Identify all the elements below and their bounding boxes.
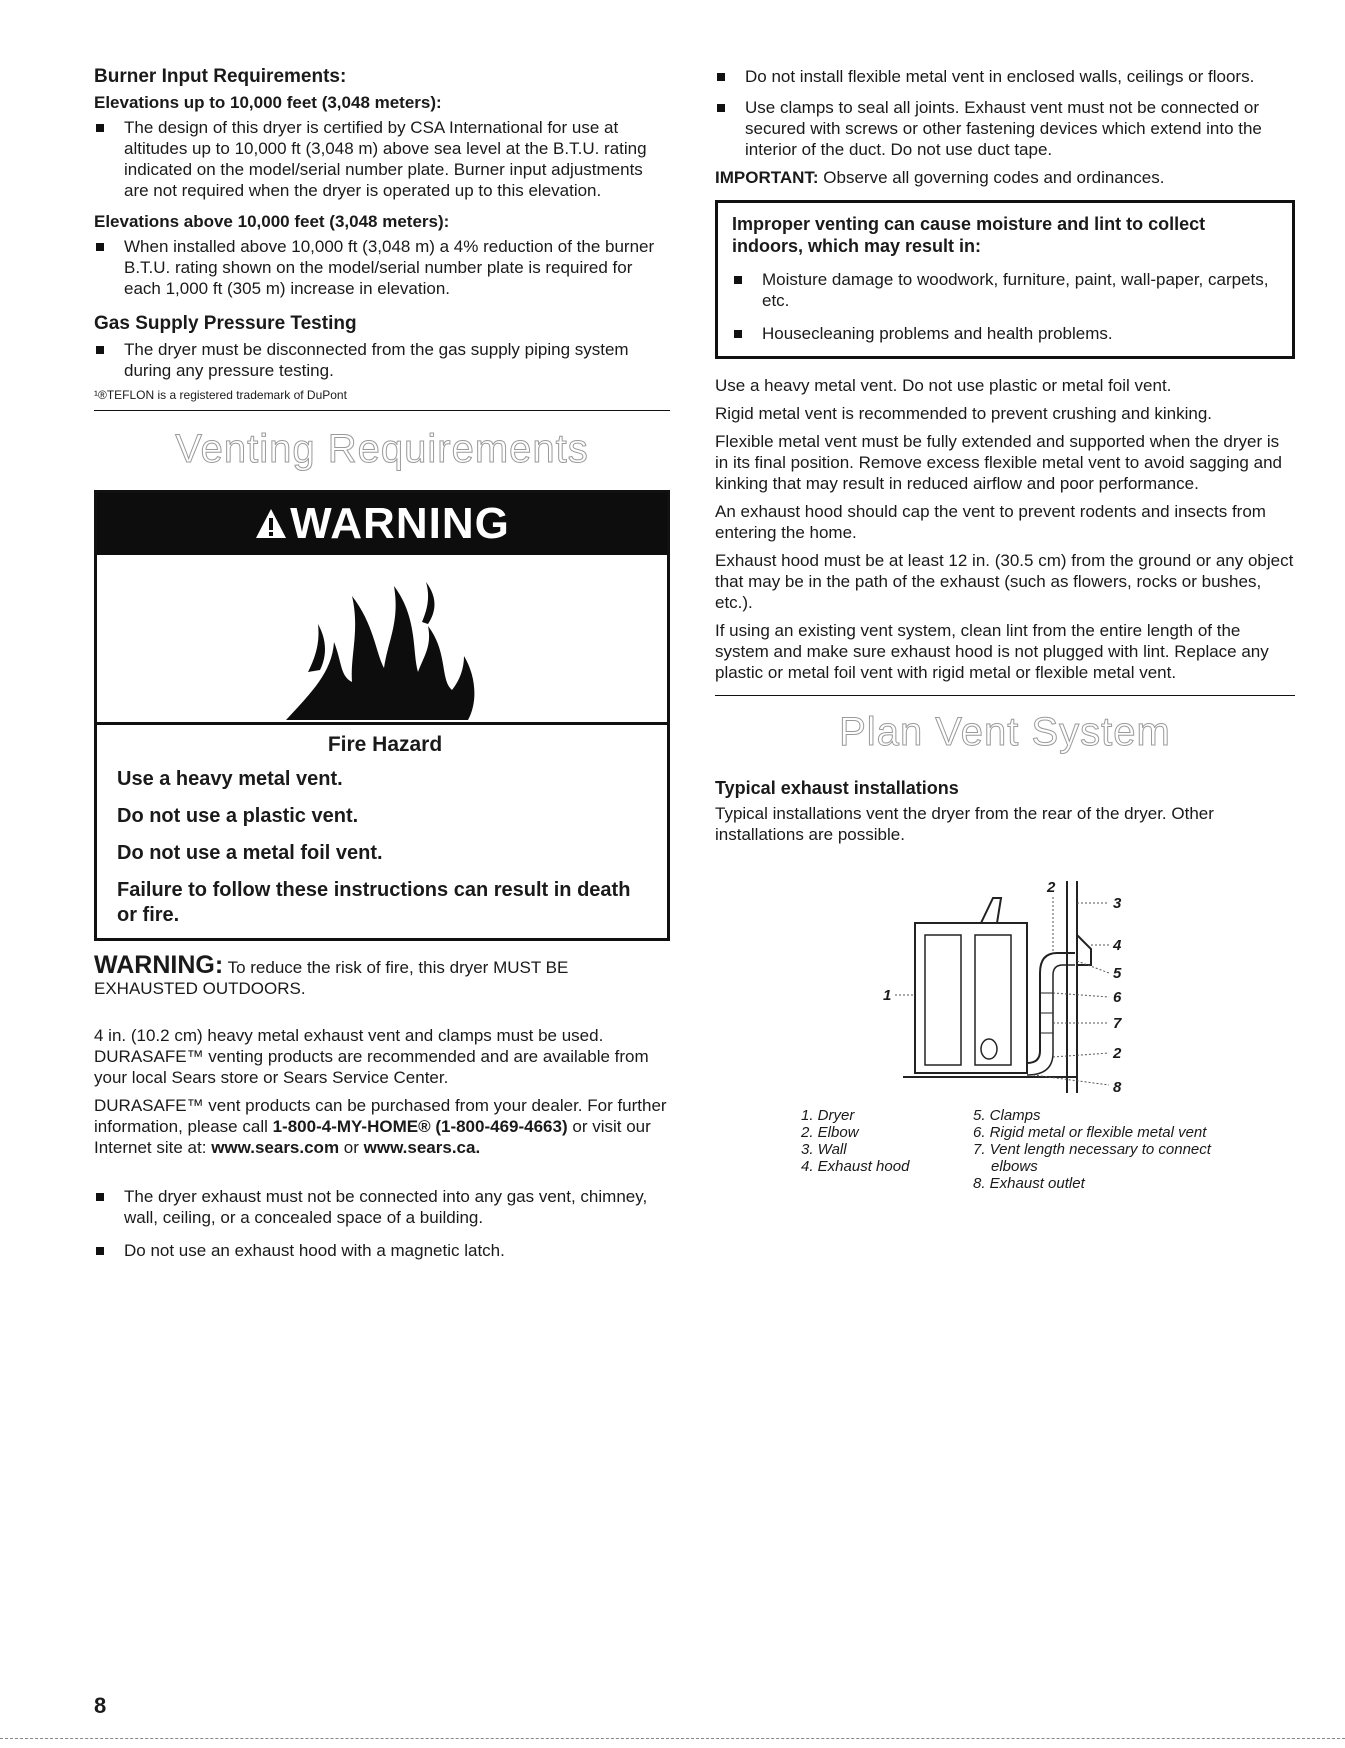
- phone-number: 1-800-4-MY-HOME® (1-800-469-4663): [272, 1117, 568, 1136]
- fire-warning-box: [94, 490, 670, 941]
- burner-title: Burner Input Requirements:: [94, 66, 347, 87]
- website-link-sears-com[interactable]: www.sears.com: [211, 1138, 340, 1157]
- diagram-label: 1: [883, 987, 892, 1004]
- scan-edge: [0, 1738, 1345, 1739]
- plan-vent-system-title: Plan Vent System: [839, 710, 1171, 754]
- right-column: [715, 66, 1295, 1213]
- vent-paragraph: Rigid metal vent is recommended to prevent crushing and kinking.: [715, 404, 1213, 423]
- diagram-label: 4: [1113, 937, 1122, 954]
- list-item: The design of this dryer is certified by CSA International for use at altitudes up to 10,000 ft (3,048 m) above sea level at the B.T.U. rating indicated on the model/serial number plate. Burner input adjustments are not required when the dryer is operated up to this elevation.: [94, 117, 670, 201]
- diagram-label: 6: [1113, 989, 1122, 1006]
- diagram-label: 5: [1113, 965, 1122, 982]
- legend-item: 3. Wall: [801, 1141, 847, 1158]
- left-column: [94, 66, 670, 1271]
- list-item: Use clamps to seal all joints. Exhaust vent must not be connected or secured with screws or other fastening devices which extend into the interior of the duct. Do not use duct tape.: [715, 97, 1295, 160]
- burner-sub1: Elevations up to 10,000 feet (3,048 meters):: [94, 93, 442, 112]
- warning-line-2: Do not use a plastic vent.: [117, 805, 359, 827]
- vent-rules-list: [715, 66, 1295, 160]
- important-text: Observe all governing codes and ordinances.: [818, 168, 1165, 187]
- fire-icon: [272, 572, 492, 722]
- list-item: Housecleaning problems and health problems.: [732, 323, 1278, 344]
- diagram-label: 7: [1113, 1015, 1122, 1032]
- warning-statement: [94, 951, 670, 999]
- vent-paragraph: If using an existing vent system, clean lint from the entire length of the system and make sure exhaust hood is not plugged with lint. Replace any plastic or metal foil vent with rigid metal or flexible metal vent.: [715, 621, 1269, 682]
- list-item: Do not install flexible metal vent in enclosed walls, ceilings or floors.: [715, 66, 1295, 87]
- vent-paragraph: An exhaust hood should cap the vent to prevent rodents and insects from entering the home.: [715, 502, 1266, 542]
- vent-paragraph: Use a heavy metal vent. Do not use plastic or metal foil vent.: [715, 376, 1172, 395]
- vent-para-text: or: [339, 1138, 364, 1157]
- warning-text: To reduce the risk of fire, this dryer MUST BE EXHAUSTED OUTDOORS.: [94, 958, 569, 998]
- warning-line-3: Do not use a metal foil vent.: [117, 842, 383, 864]
- warning-line-4: Failure to follow these instructions can result in death or fire.: [117, 879, 631, 926]
- diagram-label: 2: [1113, 1045, 1122, 1062]
- list-item: Moisture damage to woodwork, furniture, paint, wall-paper, carpets, etc.: [732, 269, 1278, 311]
- fire-pictogram: [97, 555, 667, 725]
- diagram-legend-right: [973, 1107, 1211, 1192]
- exhaust-list: [94, 1186, 670, 1261]
- vent-para-text: DURASAFE™ vent products can be purchased from your dealer. For further information, please call: [94, 1096, 667, 1136]
- warning-header-label: WARNING: [290, 499, 510, 548]
- vent-paragraph: Flexible metal vent must be fully extended and supported when the dryer is in its final position. Remove excess flexible metal vent to avoid sagging and kinking that may result in reduced airflow and poor performance.: [715, 432, 1282, 493]
- diagram-label: 2: [1047, 879, 1056, 896]
- legend-item: 7. Vent length necessary to connect: [973, 1141, 1211, 1158]
- important-note: [715, 167, 1295, 188]
- legend-item: 4. Exhaust hood: [801, 1158, 910, 1175]
- vent-para-text: or visit our Internet site at:: [94, 1117, 651, 1157]
- list-item: Do not use an exhaust hood with a magnetic latch.: [94, 1240, 670, 1261]
- legend-item: 1. Dryer: [801, 1107, 855, 1124]
- vent-paragraph: Exhaust hood must be at least 12 in. (30.5 cm) from the ground or any object that may be in the path of the exhaust (such as flowers, rocks or bushes, etc.).: [715, 551, 1294, 612]
- venting-requirements-title: Venting Requirements: [175, 427, 589, 471]
- diagram-legend-left: [801, 1107, 909, 1175]
- warning-triangle-icon: [254, 507, 288, 541]
- legend-item: 2. Elbow: [801, 1124, 859, 1141]
- list-item: The dryer exhaust must not be connected into any gas vent, chimney, wall, ceiling, or a concealed space of a building.: [94, 1186, 670, 1228]
- legend-item: 5. Clamps: [973, 1107, 1041, 1124]
- hazard-title: Fire Hazard: [327, 733, 443, 756]
- burner-list-2: [94, 236, 670, 299]
- page-number: 8: [94, 1693, 107, 1718]
- website-link-sears-ca[interactable]: www.sears.ca.: [363, 1138, 481, 1157]
- vent-paragraph-2: [94, 1095, 670, 1158]
- typical-installations-text: Typical installations vent the dryer from the rear of the dryer. Other installations are possible.: [715, 804, 1214, 844]
- improper-venting-list: [732, 269, 1278, 344]
- list-item: When installed above 10,000 ft (3,048 m) a 4% reduction of the burner B.T.U. rating shown on the model/serial number plate is required for each 1,000 ft (305 m) increase in elevation.: [94, 236, 670, 299]
- warning-label: WARNING:: [94, 951, 224, 979]
- gas-title: Gas Supply Pressure Testing: [94, 313, 357, 334]
- exhaust-diagram: [715, 853, 1295, 1213]
- legend-item: 8. Exhaust outlet: [973, 1175, 1085, 1192]
- divider: [715, 695, 1295, 696]
- improper-venting-box: [715, 200, 1295, 359]
- gas-list: [94, 339, 670, 381]
- improper-venting-header: Improper venting can cause moisture and lint to collect indoors, which may result in:: [732, 214, 1206, 256]
- typical-installations-title: Typical exhaust installations: [715, 778, 959, 798]
- exhaust-installation-illustration: [715, 853, 1295, 1103]
- list-item: The dryer must be disconnected from the gas supply piping system during any pressure testing.: [94, 339, 670, 381]
- divider: [94, 410, 670, 411]
- vent-paragraph-1: 4 in. (10.2 cm) heavy metal exhaust vent and clamps must be used. DURASAFE™ venting products are recommended and are available from your local Sears store or Sears Service Center.: [94, 1026, 649, 1087]
- burner-list-1: [94, 117, 670, 201]
- warning-line-1: Use a heavy metal vent.: [117, 768, 343, 790]
- burner-sub2: Elevations above 10,000 feet (3,048 meters):: [94, 212, 450, 231]
- diagram-label: 3: [1113, 895, 1122, 912]
- footnote: ¹®TEFLON is a registered trademark of DuPont: [94, 388, 347, 402]
- important-label: IMPORTANT:: [715, 168, 819, 187]
- legend-item: elbows: [991, 1158, 1038, 1175]
- diagram-label: 8: [1113, 1079, 1122, 1096]
- warning-body: [97, 725, 667, 938]
- legend-item: 6. Rigid metal or flexible metal vent: [973, 1124, 1207, 1141]
- dryer-outline: [915, 923, 1027, 1073]
- warning-header: [97, 493, 667, 555]
